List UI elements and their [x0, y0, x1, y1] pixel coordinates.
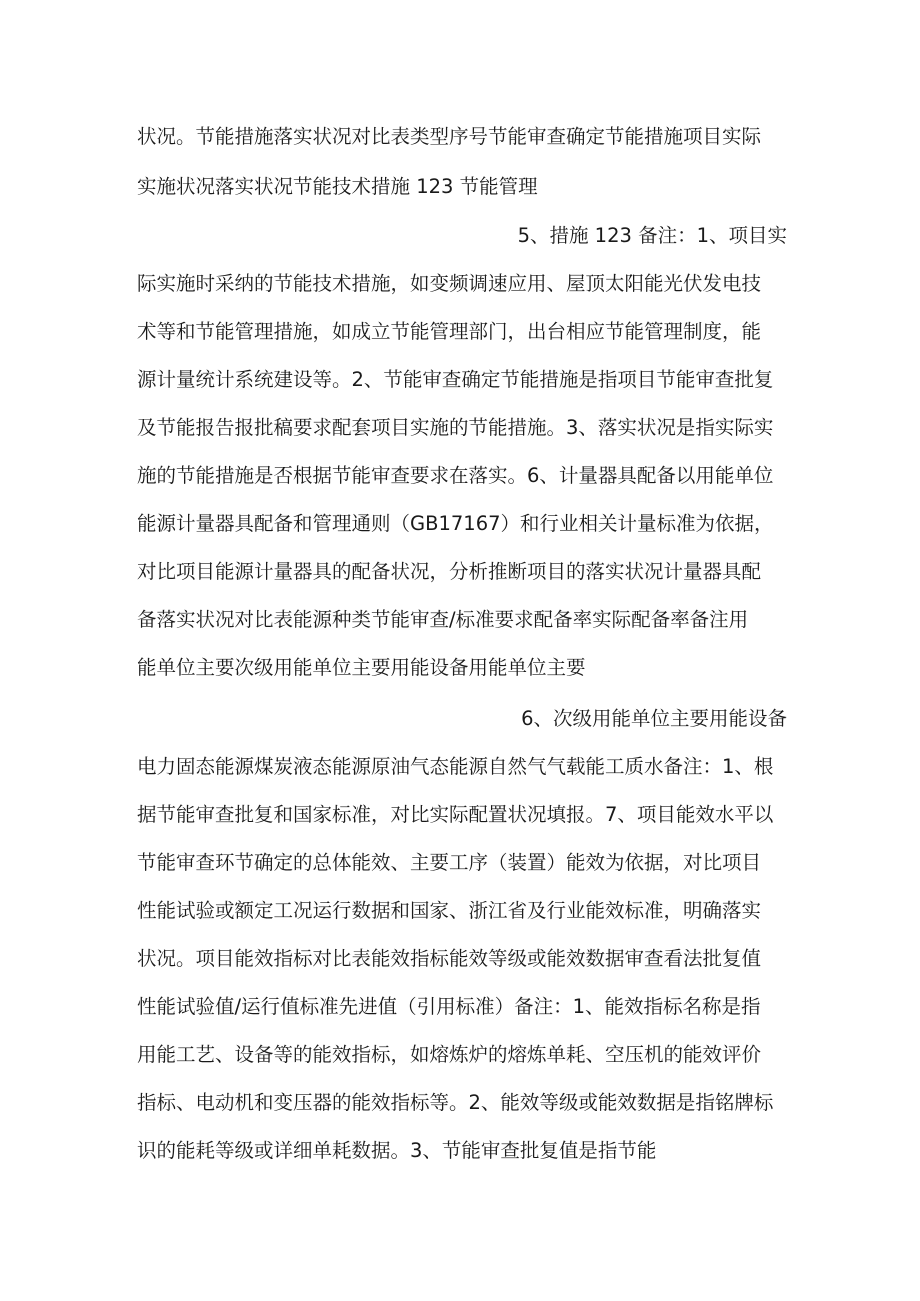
text-line: 能单位主要次级用能单位主要用能设备用能单位主要 [137, 656, 586, 679]
text-line: 实施状况落实状况节能技术措施 123 节能管理 [137, 175, 538, 198]
text-line: 源计量统计系统建设等。2、节能审查确定节能措施是指项目节能审查批复 [137, 368, 774, 391]
text-line: 能源计量器具配备和管理通则（GB17167）和行业相关计量标准为依据， [137, 512, 774, 535]
text-line: 性能试验或额定工况运行数据和国家、浙江省及行业能效标准，明确落实 [137, 899, 762, 922]
text-line: 性能试验值/运行值标准先进值（引用标准）备注：1、能效指标名称是指 [137, 995, 761, 1018]
text-line: 对比项目能源计量器具的配备状况，分析推断项目的落实状况计量器具配 [137, 560, 762, 583]
text-line: 及节能报告报批稿要求配套项目实施的节能措施。3、落实状况是指实际实 [137, 416, 774, 439]
text-line: 术等和节能管理措施，如成立节能管理部门，出台相应节能管理制度，能 [137, 320, 762, 343]
text-line: 节能审查环节确定的总体能效、主要工序（装置）能效为依据，对比项目 [137, 851, 762, 874]
text-line: 识的能耗等级或详细单耗数据。3、节能审查批复值是指节能 [137, 1139, 657, 1162]
text-line: 6、次级用能单位主要用能设备 [521, 707, 787, 730]
text-line: 施的节能措施是否根据节能审查要求在落实。6、计量器具配备以用能单位 [137, 464, 774, 487]
text-line: 电力固态能源煤炭液态能源原油气态能源自然气气载能工质水备注：1、根 [137, 755, 774, 778]
text-line: 状况。节能措施落实状况对比表类型序号节能审查确定节能措施项目实际 [137, 125, 762, 148]
text-line: 用能工艺、设备等的能效指标，如熔炼炉的熔炼单耗、空压机的能效评价 [137, 1043, 762, 1066]
text-line: 状况。项目能效指标对比表能效指标能效等级或能效数据审查看法批复值 [137, 947, 762, 970]
text-line: 际实施时采纳的节能技术措施，如变频调速应用、屋顶太阳能光伏发电技 [137, 272, 762, 295]
text-line: 据节能审查批复和国家标准，对比实际配置状况填报。7、项目能效水平以 [137, 803, 774, 826]
text-line: 5、措施 123 备注：1、项目实 [517, 224, 787, 247]
text-line: 指标、电动机和变压器的能效指标等。2、能效等级或能效数据是指铭牌标 [137, 1091, 774, 1114]
text-line: 备落实状况对比表能源种类节能审查/标准要求配备率实际配备率备注用 [137, 608, 749, 631]
